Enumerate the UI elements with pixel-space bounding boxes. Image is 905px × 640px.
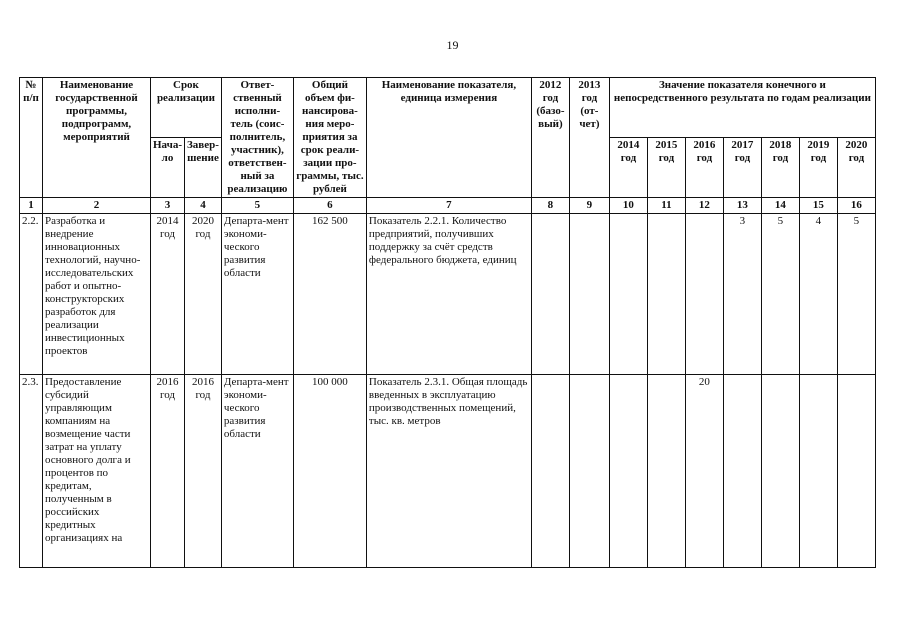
- start-year: 2014 год: [151, 214, 185, 375]
- executor: Департа-мент экономи-ческого развития области: [221, 214, 293, 375]
- indicator: Показатель 2.3.1. Общая площадь введенных в эксплуатацию производственных помещений, тыс. кв. метров: [366, 375, 531, 568]
- value-2014: [609, 375, 647, 568]
- table-row: [20, 375, 876, 568]
- header-start: Нача-ло: [151, 138, 185, 198]
- header-year: 2019 год: [799, 138, 837, 198]
- value-2018: [761, 375, 799, 568]
- header-num: № п/п: [20, 78, 43, 198]
- value-2013: [569, 375, 609, 568]
- value-2016: 20: [685, 375, 723, 568]
- value-2015: [647, 375, 685, 568]
- value-2017: [723, 375, 761, 568]
- value-2014: [609, 214, 647, 375]
- measure-name: Предоставление субсидий управляющим компаниям на возмещение части затрат на уплату основного долга и процентов по кредитам, полученным в российских кредитных организациях на: [43, 375, 151, 568]
- header-term: Срок реализации: [151, 78, 222, 138]
- value-2020: [837, 375, 875, 568]
- header-financing: Общий объем фи-нансирова-ния меро-приятия за срок реали-зации про-граммы, тыс. рублей: [293, 78, 366, 198]
- value-2013: [569, 214, 609, 375]
- column-number: 4: [185, 198, 222, 214]
- header-values: Значение показателя конечного и непосредственного результата по годам реализации: [609, 78, 875, 138]
- value-2018: 5: [761, 214, 799, 375]
- row-number: 2.3.: [20, 375, 43, 568]
- financing: 162 500: [293, 214, 366, 375]
- financing: 100 000: [293, 375, 366, 568]
- value-2017: 3: [723, 214, 761, 375]
- column-number: 16: [837, 198, 875, 214]
- header-year: 2015 год: [647, 138, 685, 198]
- value-2012: [531, 375, 569, 568]
- header-year: 2018 год: [761, 138, 799, 198]
- table-row: [20, 214, 876, 375]
- end-year: 2016 год: [185, 375, 222, 568]
- header-indicator: Наименование показателя, единица измерения: [366, 78, 531, 198]
- column-numbers-row: [20, 198, 876, 214]
- value-2019: [799, 375, 837, 568]
- column-number: 12: [685, 198, 723, 214]
- column-number: 6: [293, 198, 366, 214]
- column-number: 13: [723, 198, 761, 214]
- header-year: 2017 год: [723, 138, 761, 198]
- measure-name: Разработка и внедрение инновационных технологий, научно-исследовательских работ и опытно-конструкторских разработок для реализации инвестиционных проектов: [43, 214, 151, 375]
- header-end: Завер-шение: [185, 138, 222, 198]
- value-2015: [647, 214, 685, 375]
- header-name: Наименование государственной программы, подпрограмм, мероприятий: [43, 78, 151, 198]
- value-2016: [685, 214, 723, 375]
- column-number: 14: [761, 198, 799, 214]
- indicators-table: [19, 77, 876, 568]
- column-number: 9: [569, 198, 609, 214]
- row-number: 2.2.: [20, 214, 43, 375]
- value-2020: 5: [837, 214, 875, 375]
- header-year: 2014 год: [609, 138, 647, 198]
- header-2013: 2013 год (от-чет): [569, 78, 609, 198]
- value-2012: [531, 214, 569, 375]
- column-number: 7: [366, 198, 531, 214]
- end-year: 2020 год: [185, 214, 222, 375]
- executor: Департа-мент экономи-ческого развития области: [221, 375, 293, 568]
- column-number: 15: [799, 198, 837, 214]
- column-number: 5: [221, 198, 293, 214]
- column-number: 1: [20, 198, 43, 214]
- start-year: 2016 год: [151, 375, 185, 568]
- value-2019: 4: [799, 214, 837, 375]
- column-number: 10: [609, 198, 647, 214]
- page-number: 19: [446, 38, 459, 52]
- header-year: 2020 год: [837, 138, 875, 198]
- indicator: Показатель 2.2.1. Количество предприятий, получивших поддержку за счёт средств федерального бюджета, единиц: [366, 214, 531, 375]
- header-2012: 2012 год (базо-вый): [531, 78, 569, 198]
- column-number: 3: [151, 198, 185, 214]
- column-number: 2: [43, 198, 151, 214]
- column-number: 8: [531, 198, 569, 214]
- header-executor: Ответ-ственный исполни-тель (соис-полнитель, участник), ответствен-ный за реализацию: [221, 78, 293, 198]
- header-year: 2016 год: [685, 138, 723, 198]
- column-number: 11: [647, 198, 685, 214]
